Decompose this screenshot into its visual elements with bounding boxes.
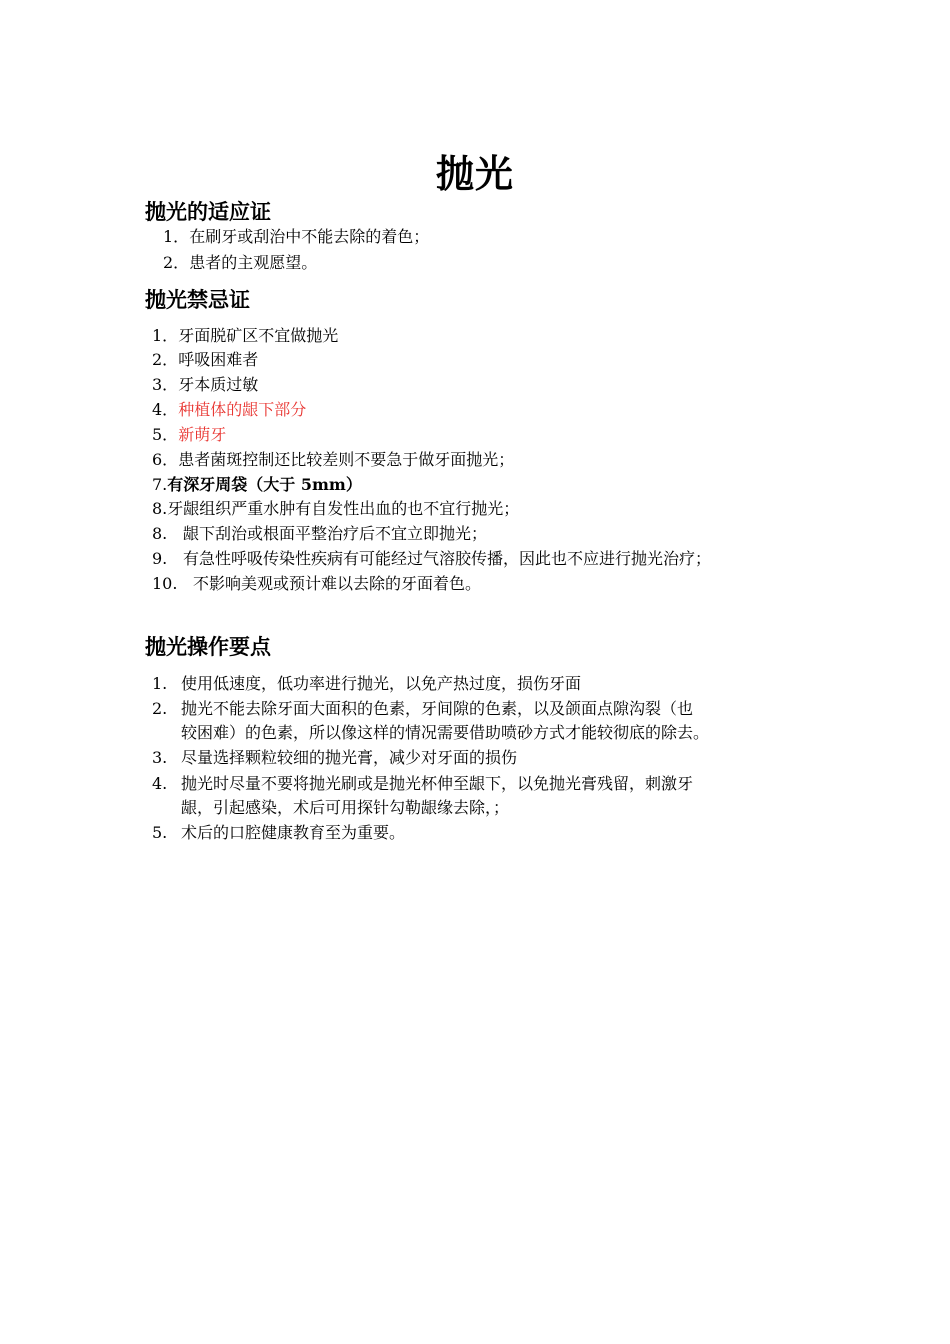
list-item-text: 不影响美观或预计难以去除的牙面着色。 — [193, 574, 482, 593]
list-item-number: 2． — [163, 253, 190, 272]
list-item — [163, 225, 429, 249]
list-item-text: 患者菌斑控制还比较差则不要急于做牙面抛光； — [178, 450, 515, 469]
list-item — [152, 572, 481, 596]
list-item — [152, 547, 711, 571]
list-item-text-bold: 有深牙周袋（大于 5mm） — [167, 475, 362, 494]
list-item-text: 呼吸困难者 — [178, 350, 259, 369]
list-item-text-continued: 龈，引起感染，术后可用探针勾勒龈缘去除，； — [181, 798, 510, 817]
list-item — [152, 348, 258, 372]
list-item-text-highlighted: 新萌牙 — [178, 425, 227, 444]
list-item-text: 抛光不能去除牙面大面积的色素，牙间隙的色素，以及颌面点隙沟裂（也 — [181, 699, 694, 718]
list-item-number: 2. — [152, 699, 168, 718]
list-item — [152, 821, 812, 845]
list-item — [163, 251, 317, 275]
list-item — [152, 398, 306, 422]
list-item-number: 2． — [152, 350, 179, 369]
list-item-number: 4． — [152, 400, 179, 419]
list-item-text: 患者的主观愿望。 — [189, 253, 318, 272]
list-item — [152, 697, 812, 745]
section-heading-indications: 抛光的适应证 — [145, 200, 271, 224]
list-item-number: 7. — [152, 475, 168, 494]
list-item-text-highlighted: 种植体的龈下部分 — [178, 400, 307, 419]
list-item-number: 6． — [152, 450, 179, 469]
list-item — [152, 497, 519, 521]
list-item-text: 抛光时尽量不要将抛光刷或是抛光杯伸至龈下，以免抛光膏残留，刺激牙 — [181, 774, 694, 793]
list-item-number: 3. — [152, 748, 168, 767]
section-heading-operation: 抛光操作要点 — [145, 635, 271, 659]
list-item-text: 牙龈组织严重水肿有自发性出血的也不宜行抛光； — [167, 499, 520, 518]
list-item-number: 4. — [152, 774, 168, 793]
list-item-text: 牙面脱矿区不宜做抛光 — [178, 326, 339, 345]
list-item-number: 5. — [152, 823, 168, 842]
list-item — [152, 448, 514, 472]
list-item — [152, 373, 258, 397]
list-item-text: 使用低速度，低功率进行抛光，以免产热过度，损伤牙面 — [181, 674, 582, 693]
list-item-number: 3． — [152, 375, 179, 394]
list-item-number: 5． — [152, 425, 179, 444]
list-item-text: 牙本质过敏 — [178, 375, 259, 394]
list-item — [152, 423, 226, 447]
list-item-text: 有急性呼吸传染性疾病有可能经过气溶胶传播，因此也不应进行抛光治疗； — [183, 549, 712, 568]
list-item — [152, 746, 812, 770]
list-item — [152, 473, 362, 497]
list-item-text: 术后的口腔健康教育至为重要。 — [181, 823, 406, 842]
list-item-number: 1． — [163, 227, 190, 246]
page-title: 抛光 — [435, 152, 514, 196]
list-item — [152, 324, 338, 348]
list-item-number: 9. — [152, 549, 168, 568]
list-item-text: 尽量选择颗粒较细的抛光膏，减少对牙面的损伤 — [181, 748, 518, 767]
list-item-number: 8. — [152, 524, 168, 543]
list-item-text: 在刷牙或刮治中不能去除的着色； — [189, 227, 430, 246]
list-item-number: 1． — [152, 326, 179, 345]
list-item-text-continued: 较困难）的色素，所以像这样的情况需要借助喷砂方式才能较彻底的除去。 — [181, 723, 710, 742]
list-item-number: 1. — [152, 674, 168, 693]
list-item-number: 8. — [152, 499, 168, 518]
list-item-number: 10. — [152, 574, 178, 593]
list-item — [152, 672, 812, 696]
list-item — [152, 522, 487, 546]
list-item — [152, 772, 812, 820]
section-heading-contraindications: 抛光禁忌证 — [145, 288, 250, 312]
list-item-text: 龈下刮治或根面平整治疗后不宜立即抛光； — [183, 524, 488, 543]
